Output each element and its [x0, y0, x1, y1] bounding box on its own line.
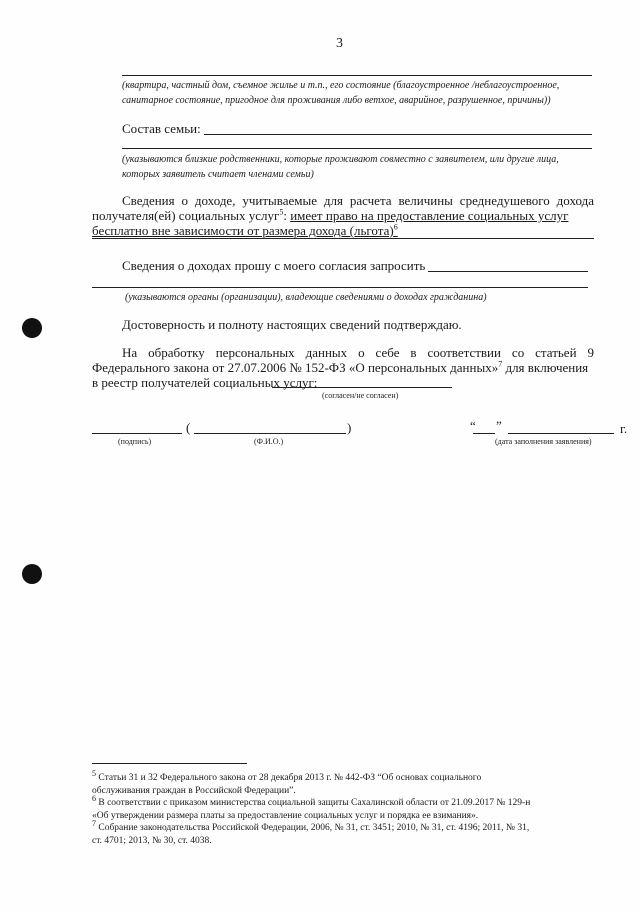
income-right-text: имеет право на предоставление социальных услуг	[290, 208, 569, 223]
income-line3	[92, 223, 398, 238]
income-benefit-text: бесплатно вне зависимости от размера дохода (льгота)	[92, 223, 394, 238]
footnote-5-mark: 5	[92, 768, 96, 778]
date-quote-close: ”	[496, 418, 502, 433]
family-hint-line1: (указываются близкие родственники, которые проживают совместно с заявителем, или другие лица,	[122, 154, 559, 165]
fio-field[interactable]	[194, 433, 346, 434]
footnote-6	[92, 793, 597, 810]
request-text: Сведения о доходах прошу с моего согласия запросить	[122, 258, 426, 273]
request-field[interactable]	[428, 271, 588, 272]
income-recipient-text: получателя(ей) социальных услуг	[92, 208, 280, 223]
housing-hint-line1: (квартира, частный дом, съемное жилье и т.п., его состояние (благоустроенное /неблагоустроенное,	[122, 80, 560, 91]
page-number: 3	[336, 36, 343, 51]
consent-purpose-text: для включения	[502, 360, 589, 375]
date-quote-open: “	[470, 418, 476, 433]
footnote-6-line2: «Об утверждении размера платы за предоставление социальных услуг и порядка ее взимания».	[92, 810, 479, 821]
footnote-5	[92, 768, 597, 785]
footnotes	[92, 768, 597, 847]
footnote-ref-5: 5	[279, 207, 284, 217]
consent-paragraph	[122, 345, 594, 360]
signature-label: (подпись)	[118, 437, 152, 446]
footnote-5-line2: обслуживания граждан в Российской Федерации”.	[92, 785, 296, 796]
family-label: Состав семьи:	[122, 121, 201, 136]
year-suffix: г.	[620, 421, 628, 436]
footnote-6-line1: В соответствии с приказом министерства социальной защиты Сахалинской области от 21.09.2017 № 129-н	[98, 798, 531, 808]
housing-line	[122, 75, 592, 76]
signature-field[interactable]	[92, 433, 182, 434]
date-day-field[interactable]	[473, 433, 495, 434]
footnote-7-mark: 7	[92, 818, 96, 828]
footnote-7	[92, 818, 597, 835]
consent-hint: (согласен/не согласен)	[322, 391, 399, 400]
income-line2	[92, 208, 594, 223]
fio-label: (Ф.И.О.)	[254, 437, 284, 446]
date-month-year-field[interactable]	[508, 433, 614, 434]
fio-close-paren: )	[347, 420, 352, 435]
footnote-separator	[92, 763, 247, 764]
housing-hint-line2: санитарное состояние, пригодное для проживания либо ветхое, аварийное, разрушенное, причины))	[122, 95, 551, 106]
income-paragraph	[122, 193, 594, 208]
confirm-text: Достоверность и полноту настоящих сведений подтверждаю.	[122, 317, 462, 332]
footnote-7-line2: ст. 4701; 2013, № 30, ст. 4038.	[92, 835, 212, 846]
consent-field[interactable]	[272, 387, 452, 388]
family-field[interactable]	[204, 134, 592, 135]
footnote-6-mark: 6	[92, 793, 96, 803]
footnote-ref-7: 7	[498, 359, 503, 369]
footnote-5-line1: Статьи 31 и 32 Федерального закона от 28 декабря 2013 г. № 442-ФЗ “Об основах социального	[98, 773, 482, 783]
date-label: (дата заполнения заявления)	[495, 437, 592, 446]
punch-hole-bottom	[22, 564, 42, 584]
request-field-line2[interactable]	[92, 287, 588, 288]
consent-line1: На обработку персональных данных о себе в соответствии со статьей 9	[122, 345, 594, 360]
punch-hole-top	[22, 318, 42, 338]
consent-law-text: Федерального закона от 27.07.2006 № 152-ФЗ «О персональных данных»	[92, 360, 499, 375]
request-hint: (указываются органы (организации), владеющие сведениями о доходах гражданина)	[125, 292, 487, 303]
footnote-7-line1: Собрание законодательства Российской Федерации, 2006, № 31, ст. 3451; 2010, № 31, ст. 4196; 2011, № 31,	[98, 823, 530, 833]
consent-line2	[92, 360, 588, 375]
income-line1: Сведения о доходе, учитываемые для расчета величины среднедушевого дохода	[122, 193, 594, 208]
housing-hint	[122, 78, 597, 108]
consent-line3: в реестр получателей социальных услуг:	[92, 375, 318, 390]
fio-open-paren: (	[186, 420, 191, 435]
family-hint-line2: которых заявитель считает членами семьи)	[122, 169, 314, 180]
income-colon: :	[283, 208, 287, 223]
income-underline	[92, 238, 594, 239]
footnote-ref-6: 6	[393, 222, 398, 232]
family-hint	[122, 152, 597, 182]
family-field-line2[interactable]	[122, 148, 592, 149]
